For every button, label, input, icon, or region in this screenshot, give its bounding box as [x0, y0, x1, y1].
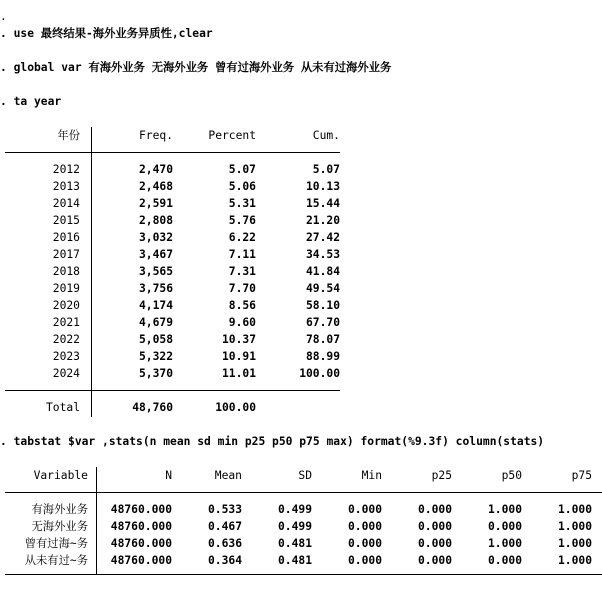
freq-cell: 3,467	[138, 248, 173, 261]
stat-header-7: p75	[571, 469, 592, 482]
freq-cell: 7.70	[228, 282, 256, 295]
freq-cell: 34.53	[305, 248, 340, 261]
stat-cell: 1.000	[557, 537, 592, 550]
stat-cell: 0.467	[207, 520, 242, 533]
stat-cell: 0.000	[347, 554, 382, 567]
stat-header-3: SD	[298, 469, 312, 482]
stat-header-5: p25	[431, 469, 452, 482]
freq-header-1: Freq.	[138, 129, 173, 142]
freq-cell: 3,756	[138, 282, 173, 295]
freq-cell: 21.20	[305, 214, 340, 227]
stat-bottom-rule	[5, 574, 602, 575]
variable-label: 无海外业务	[31, 520, 88, 533]
freq-cell: 58.10	[305, 299, 340, 312]
year-label: 2022	[52, 333, 80, 346]
freq-cell: 5,322	[138, 350, 173, 363]
year-label: 2016	[52, 231, 80, 244]
stat-cell: 1.000	[557, 503, 592, 516]
freq-cell: 2,470	[138, 163, 173, 176]
global-command: . global var 有海外业务 无海外业务 曾有过海外业务 从未有过海外业务	[0, 61, 392, 74]
stat-cell: 0.000	[417, 503, 452, 516]
freq-cell: 5.07	[228, 163, 256, 176]
year-label: 2019	[52, 282, 80, 295]
freq-cell: 3,032	[138, 231, 173, 244]
stat-cell: 0.481	[277, 537, 312, 550]
freq-header-0: 年份	[57, 129, 80, 142]
freq-cell: 10.37	[221, 333, 256, 346]
freq-cell: 11.01	[221, 367, 256, 380]
year-label: 2014	[52, 197, 80, 210]
stat-cell: 0.000	[347, 503, 382, 516]
freq-cell: 4,679	[138, 316, 173, 329]
freq-cell: 27.42	[305, 231, 340, 244]
freq-cell: 5.31	[228, 197, 256, 210]
year-label: 2015	[52, 214, 80, 227]
freq-cell: 5,058	[138, 333, 173, 346]
freq-cell: 5.06	[228, 180, 256, 193]
stat-cell: 48760.000	[110, 554, 172, 567]
freq-cell: 15.44	[305, 197, 340, 210]
stat-cell: 48760.000	[110, 537, 172, 550]
freq-cell: 67.70	[305, 316, 340, 329]
year-label: 2020	[52, 299, 80, 312]
tabstat-command: . tabstat $var ,stats(n mean sd min p25 p50 p75 max) format(%9.3f) column(stats)	[0, 435, 545, 448]
stat-cell: 0.499	[277, 520, 312, 533]
freq-cell: 3,565	[138, 265, 173, 278]
freq-cell: 5.76	[228, 214, 256, 227]
freq-cell: 100.00	[299, 367, 340, 380]
stat-header-4: Min	[361, 469, 382, 482]
freq-cell: 88.99	[305, 350, 340, 363]
year-label: 2017	[52, 248, 80, 261]
stat-cell: 48760.000	[110, 503, 172, 516]
variable-label: 有海外业务	[31, 503, 88, 516]
freq-cell: 2,468	[138, 180, 173, 193]
freq-cell: 5.07	[312, 163, 340, 176]
freq-cell: 10.91	[221, 350, 256, 363]
freq-total-rule	[5, 390, 340, 391]
stat-cell: 0.481	[277, 554, 312, 567]
ta-command: . ta year	[0, 95, 62, 108]
variable-label: 从未有过~务	[24, 554, 88, 567]
stat-cell: 0.000	[417, 520, 452, 533]
total-cell: 100.00	[215, 401, 256, 414]
freq-cell: 6.22	[228, 231, 256, 244]
freq-cell: 9.60	[228, 316, 256, 329]
stat-cell: 1.000	[487, 537, 522, 550]
freq-cell: 7.11	[228, 248, 256, 261]
stat-header-6: p50	[501, 469, 522, 482]
stat-cell: 0.000	[487, 554, 522, 567]
stat-cell: 0.000	[417, 554, 452, 567]
stat-header-rule	[5, 492, 602, 493]
year-label: 2012	[52, 163, 80, 176]
stat-header-2: Mean	[214, 469, 242, 482]
stat-cell: 48760.000	[110, 520, 172, 533]
total-cell: 48,760	[132, 401, 173, 414]
freq-cell: 10.13	[305, 180, 340, 193]
freq-header-rule	[5, 152, 340, 153]
freq-cell: 7.31	[228, 265, 256, 278]
total-label: Total	[45, 401, 80, 414]
freq-header-2: Percent	[208, 129, 256, 142]
stat-cell: 1.000	[557, 554, 592, 567]
freq-cell: 2,808	[138, 214, 173, 227]
stat-cell: 1.000	[487, 503, 522, 516]
prompt-dot: .	[0, 10, 7, 23]
freq-cell: 4,174	[138, 299, 173, 312]
stat-cell: 0.636	[207, 537, 242, 550]
freq-cell: 78.07	[305, 333, 340, 346]
freq-cell: 8.56	[228, 299, 256, 312]
freq-cell: 2,591	[138, 197, 173, 210]
stat-cell: 1.000	[557, 520, 592, 533]
stat-cell: 0.364	[207, 554, 242, 567]
freq-cell: 41.84	[305, 265, 340, 278]
stat-cell: 0.000	[487, 520, 522, 533]
stat-cell: 0.499	[277, 503, 312, 516]
year-label: 2013	[52, 180, 80, 193]
year-label: 2023	[52, 350, 80, 363]
year-label: 2021	[52, 316, 80, 329]
freq-cell: 49.54	[305, 282, 340, 295]
freq-cell: 5,370	[138, 367, 173, 380]
stat-header-0: Variable	[33, 469, 88, 482]
freq-header-3: Cum.	[312, 129, 340, 142]
stat-cell: 0.000	[417, 537, 452, 550]
year-label: 2024	[52, 367, 80, 380]
stat-cell: 0.000	[347, 537, 382, 550]
stat-header-1: N	[165, 469, 172, 482]
stat-cell: 0.533	[207, 503, 242, 516]
stat-cell: 0.000	[347, 520, 382, 533]
variable-label: 曾有过海~务	[24, 537, 88, 550]
year-label: 2018	[52, 265, 80, 278]
use-command: . use 最终结果-海外业务异质性,clear	[0, 27, 213, 40]
